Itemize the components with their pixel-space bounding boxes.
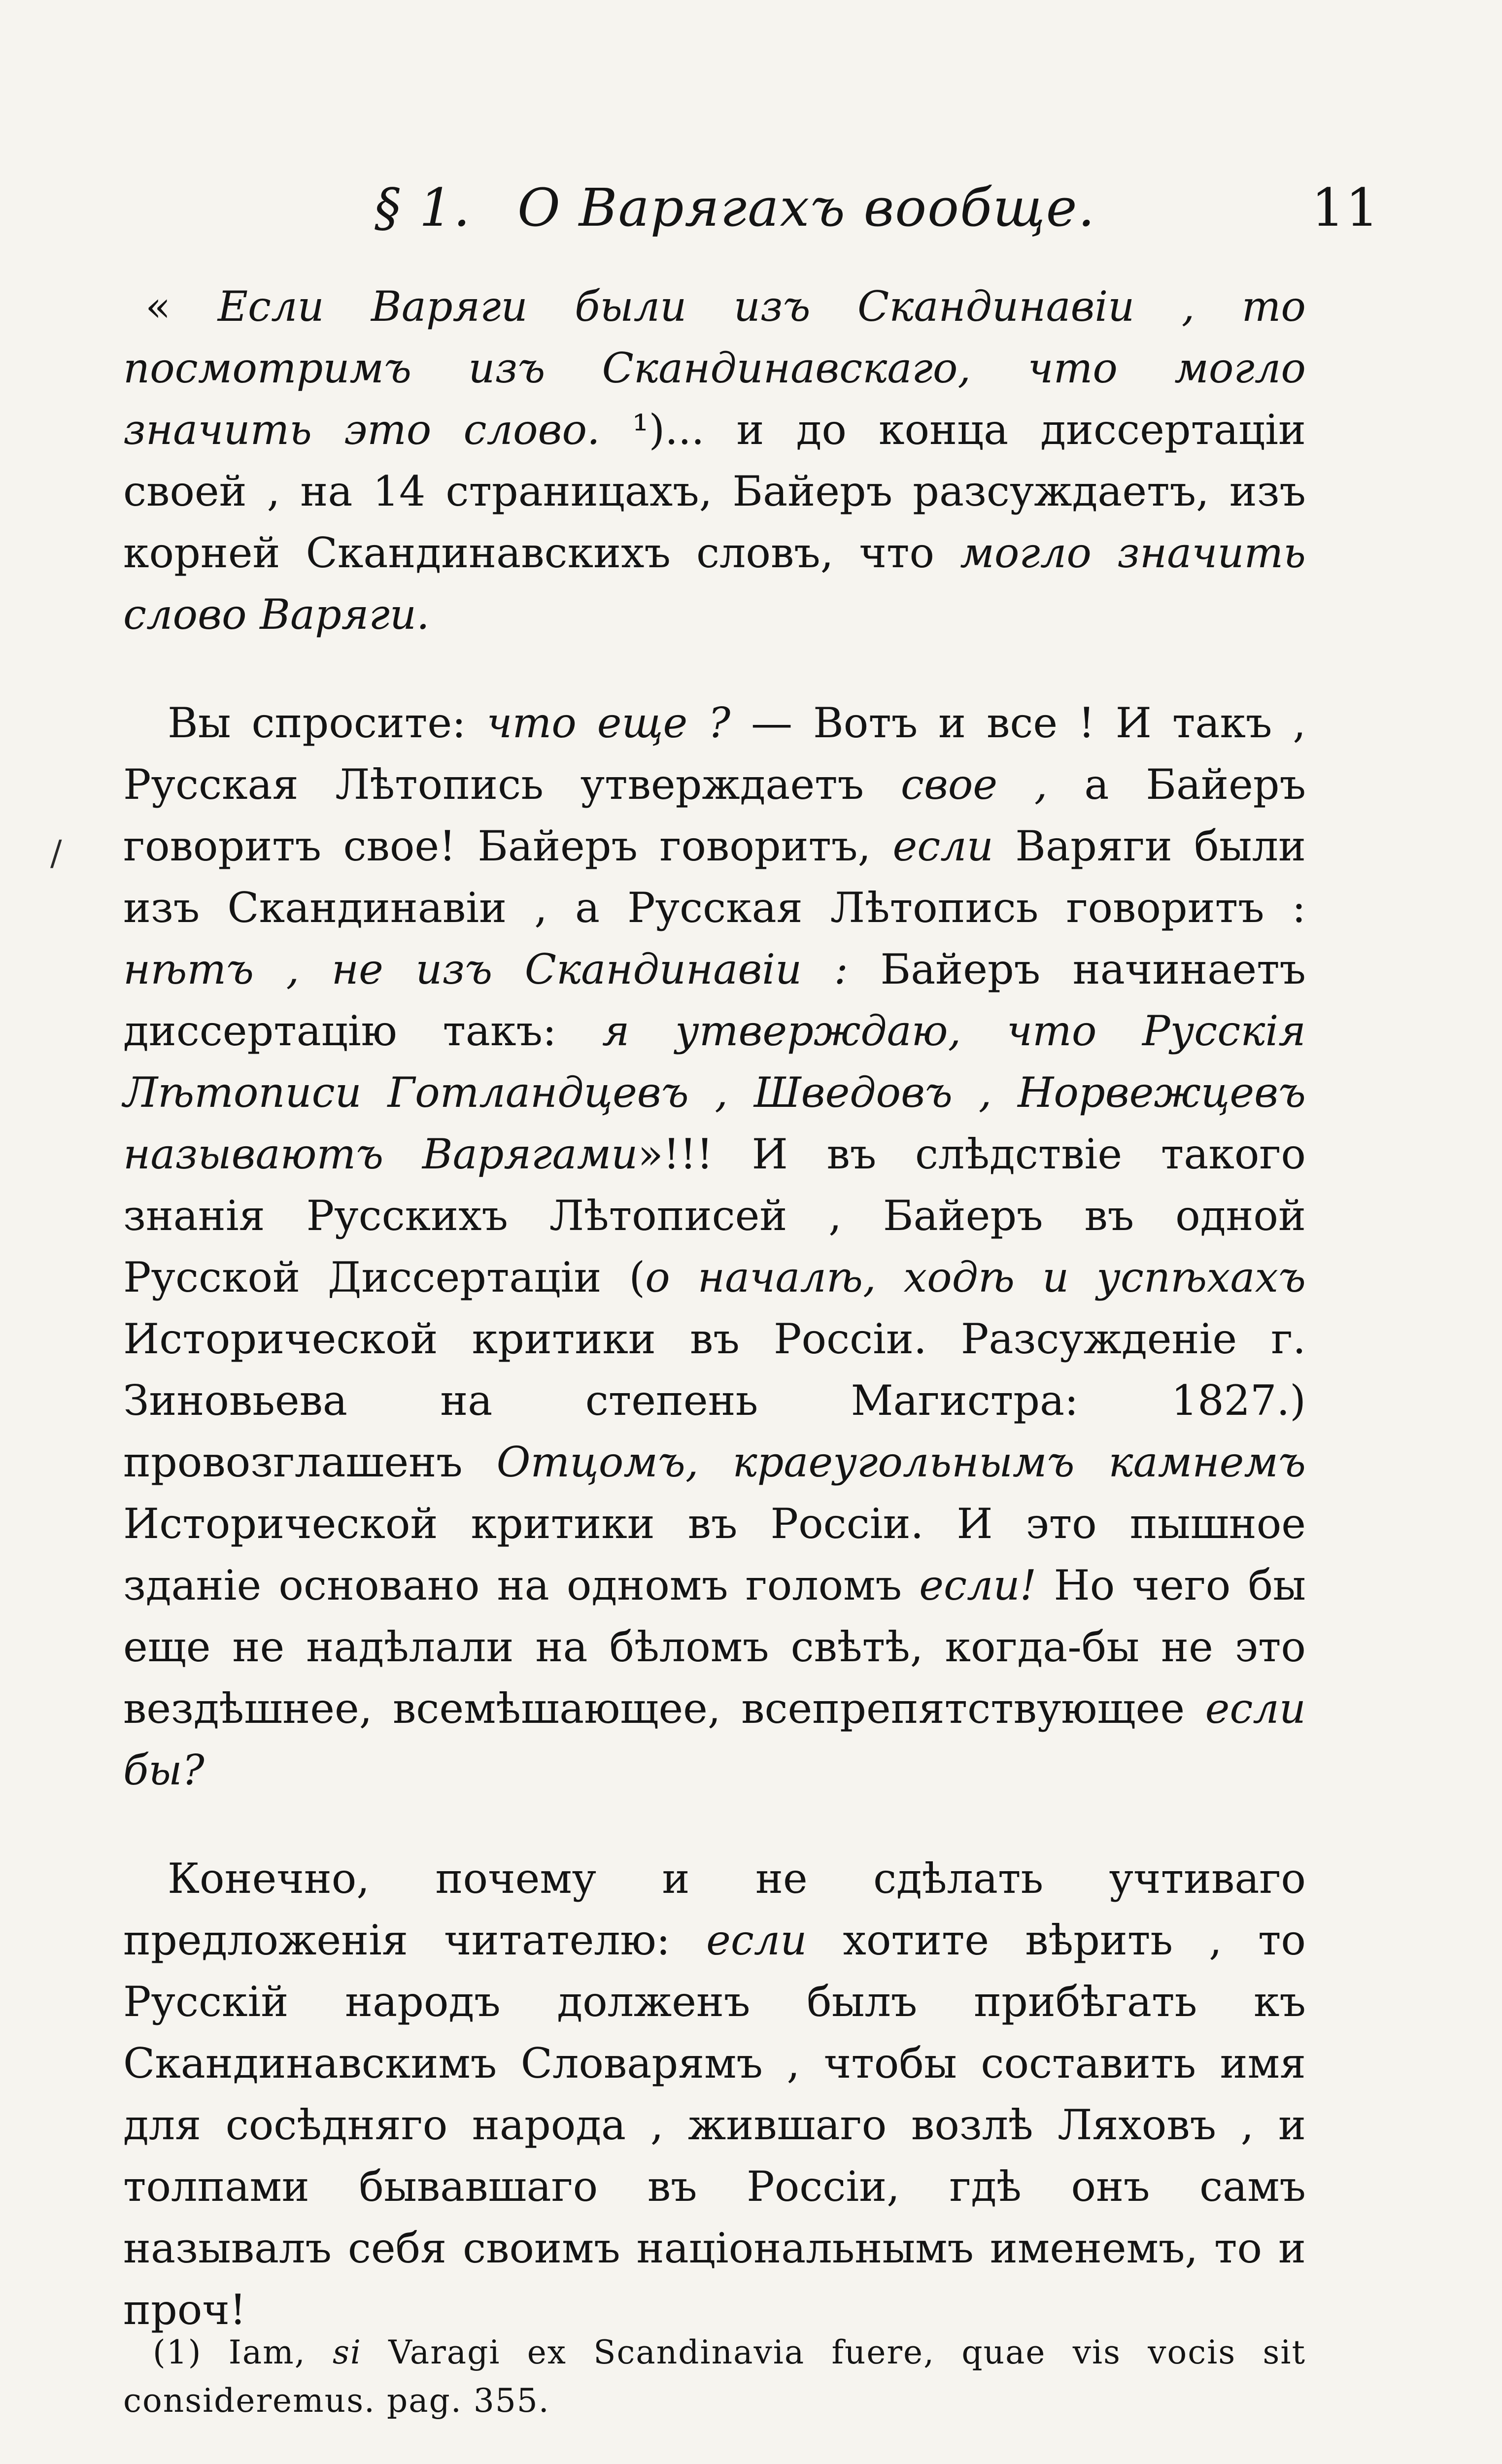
text-run: — Вотъ и все ! И такъ , Русская Лѣтопись утверждаетъ xyxy=(123,699,1306,809)
italic-run: о началѣ, ходѣ и успѣхахъ xyxy=(645,1253,1306,1301)
running-header xyxy=(375,177,1380,251)
italic-run: нѣтъ , не изъ Скандинавіи : xyxy=(123,945,848,993)
italic-run: если! xyxy=(919,1561,1037,1609)
italic-run: могло значить слово Варяги. xyxy=(123,529,1306,639)
footnote-italic: si xyxy=(333,2333,362,2371)
text-run: хотите вѣрить , то Русскій народъ долженъ былъ прибѣгать къ Скандинавскимъ Словарямъ , чтобы составить имя для сосѣдняго народа , жившаго возлѣ Ляховъ , и толпами бывавшаго въ Россіи, гдѣ онъ самъ называлъ себя своимъ національнымъ именемъ, то и проч! xyxy=(123,1916,1306,2334)
section-number: § 1. xyxy=(375,177,471,238)
paragraph-conclusion xyxy=(123,1848,1306,2341)
italic-run: если бы? xyxy=(123,1684,1306,1794)
text-run: а Байеръ говоритъ свое! Байеръ говоритъ, xyxy=(123,760,1306,870)
footnote-text: (1) Iam, xyxy=(153,2333,333,2371)
text-run: »!!! И въ слѣдствіе такого знанія Русскихъ Лѣтописей , Байеръ въ одной Русской Диссертаціи ( xyxy=(123,1130,1306,1301)
italic-run: Отцомъ, краеугольнымъ камнемъ xyxy=(496,1438,1306,1486)
text-run: Байеръ начинаетъ диссертацію такъ: xyxy=(123,945,1306,1055)
italic-run: что еще ? xyxy=(486,699,731,747)
text-run: Но чего бы еще не надѣлали на бѣломъ свѣтѣ, когда-бы не это вездѣшнее, всемѣшающее, всепрепятствующее xyxy=(123,1561,1306,1733)
paragraph-argument xyxy=(123,692,1306,1801)
text-run: Исторической критики въ Россіи. Разсужденіе г. Зиновьева на степень Магистра: 1827.) провозглашенъ xyxy=(123,1315,1306,1486)
paragraph-quote xyxy=(123,276,1306,646)
italic-run: я утверждаю, что Русскія Лѣтописи Готландцевъ , Шведовъ , Норвежцевъ называютъ Варягами xyxy=(123,1007,1306,1178)
italic-run: свое , xyxy=(900,760,1048,809)
section-title: О Варягахъ вообще. xyxy=(517,177,1096,238)
italic-run: Если Варяги были изъ Скандинавіи , то посмотримъ изъ Скандинавскаго, что могло значить это слово. xyxy=(123,282,1306,454)
text-run: Исторической критики въ Россіи. И это пышное зданіе основано на одномъ голомъ xyxy=(123,1500,1306,1609)
text-run: « xyxy=(145,282,218,331)
page-number: 11 xyxy=(1311,177,1380,238)
text-run: Варяги были изъ Скандинавіи , а Русская Лѣтопись говоритъ : xyxy=(123,822,1306,932)
italic-run: если xyxy=(706,1916,807,1964)
footnote-text: Varagi ex Scandinavia fuere, quae vis vocis sit consideremus. pag. 355. xyxy=(123,2333,1306,2420)
italic-run: если xyxy=(892,822,993,870)
margin-mark: / xyxy=(50,833,62,873)
footnote xyxy=(123,2328,1306,2425)
body-text xyxy=(123,276,1306,2341)
text-run: ¹)... и до конца диссертаціи своей , на 14 страницахъ, Байеръ разсуждаетъ, изъ корней Скандинавскихъ словъ, что xyxy=(123,406,1306,577)
text-run: Вы спросите: xyxy=(168,699,487,747)
text-run: Конечно, почему и не сдѣлать учтиваго предложенія читателю: xyxy=(123,1854,1306,1964)
